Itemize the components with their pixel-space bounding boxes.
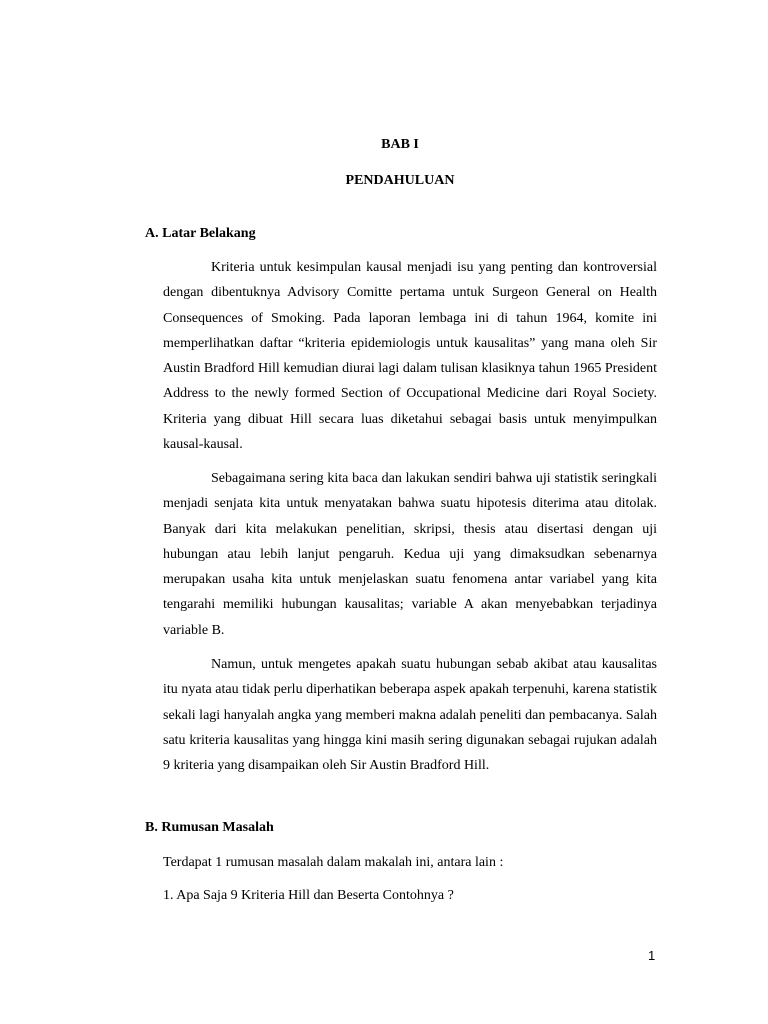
- chapter-number: BAB I: [381, 137, 419, 152]
- page-number: 1: [648, 948, 656, 963]
- section-heading-rumusan-masalah: B. Rumusan Masalah: [145, 820, 274, 835]
- paragraph-latar-belakang-1: Kriteria untuk kesimpulan kausal menjadi isu yang penting dan kontroversial dengan dibentuknya Advisory Comitte pertama untuk Surgeon General on Health Consequences of Smoking. Pada laporan lembaga ini di tahun 1964, komite ini memperlihatkan daftar “kriteria epidemiologis untuk kausalitas” yang mana oleh Sir Austin Bradford Hill kemudian diurai lagi dalam tulisan klasiknya tahun 1965 President Address to the newly formed Section of Occupational Medicine dari Royal Society. Kriteria yang dibuat Hill secara luas diketahui sebagai basis untuk menyimpulkan kausal-kausal.: [163, 260, 657, 453]
- chapter-title: PENDAHULUAN: [345, 173, 455, 188]
- rumusan-masalah-intro: Terdapat 1 rumusan masalah dalam makalah ini, antara lain :: [163, 855, 504, 870]
- rumusan-masalah-item: 1. Apa Saja 9 Kriteria Hill dan Beserta Contohnya ?: [163, 888, 454, 903]
- paragraph-latar-belakang-2: Sebagaimana sering kita baca dan lakukan sendiri bahwa uji statistik seringkali menjadi senjata kita untuk menyatakan bahwa suatu hipotesis diterima atau ditolak. Banyak dari kita melakukan penelitian, skripsi, thesis atau disertasi dengan uji hubungan atau lebih lanjut pengaruh. Kedua uji yang dimaksudkan sebenarnya merupakan usaha kita untuk menjelaskan suatu fenomena antar variabel yang kita tengarahi memiliki hubungan kausalitas; variable A akan menyebabkan terjadinya variable B.: [163, 471, 657, 638]
- section-heading-latar-belakang: A. Latar Belakang: [145, 226, 256, 241]
- paragraph-latar-belakang-3: Namun, untuk mengetes apakah suatu hubungan sebab akibat atau kausalitas itu nyata atau tidak perlu diperhatikan beberapa aspek apakah terpenuhi, karena statistik sekali lagi hanyalah angka yang memberi makna adalah peneliti dan pembacanya. Salah satu kriteria kausalitas yang hingga kini masih sering digunakan sebagai rujukan adalah 9 kriteria yang disampaikan oleh Sir Austin Bradford Hill.: [163, 657, 657, 774]
